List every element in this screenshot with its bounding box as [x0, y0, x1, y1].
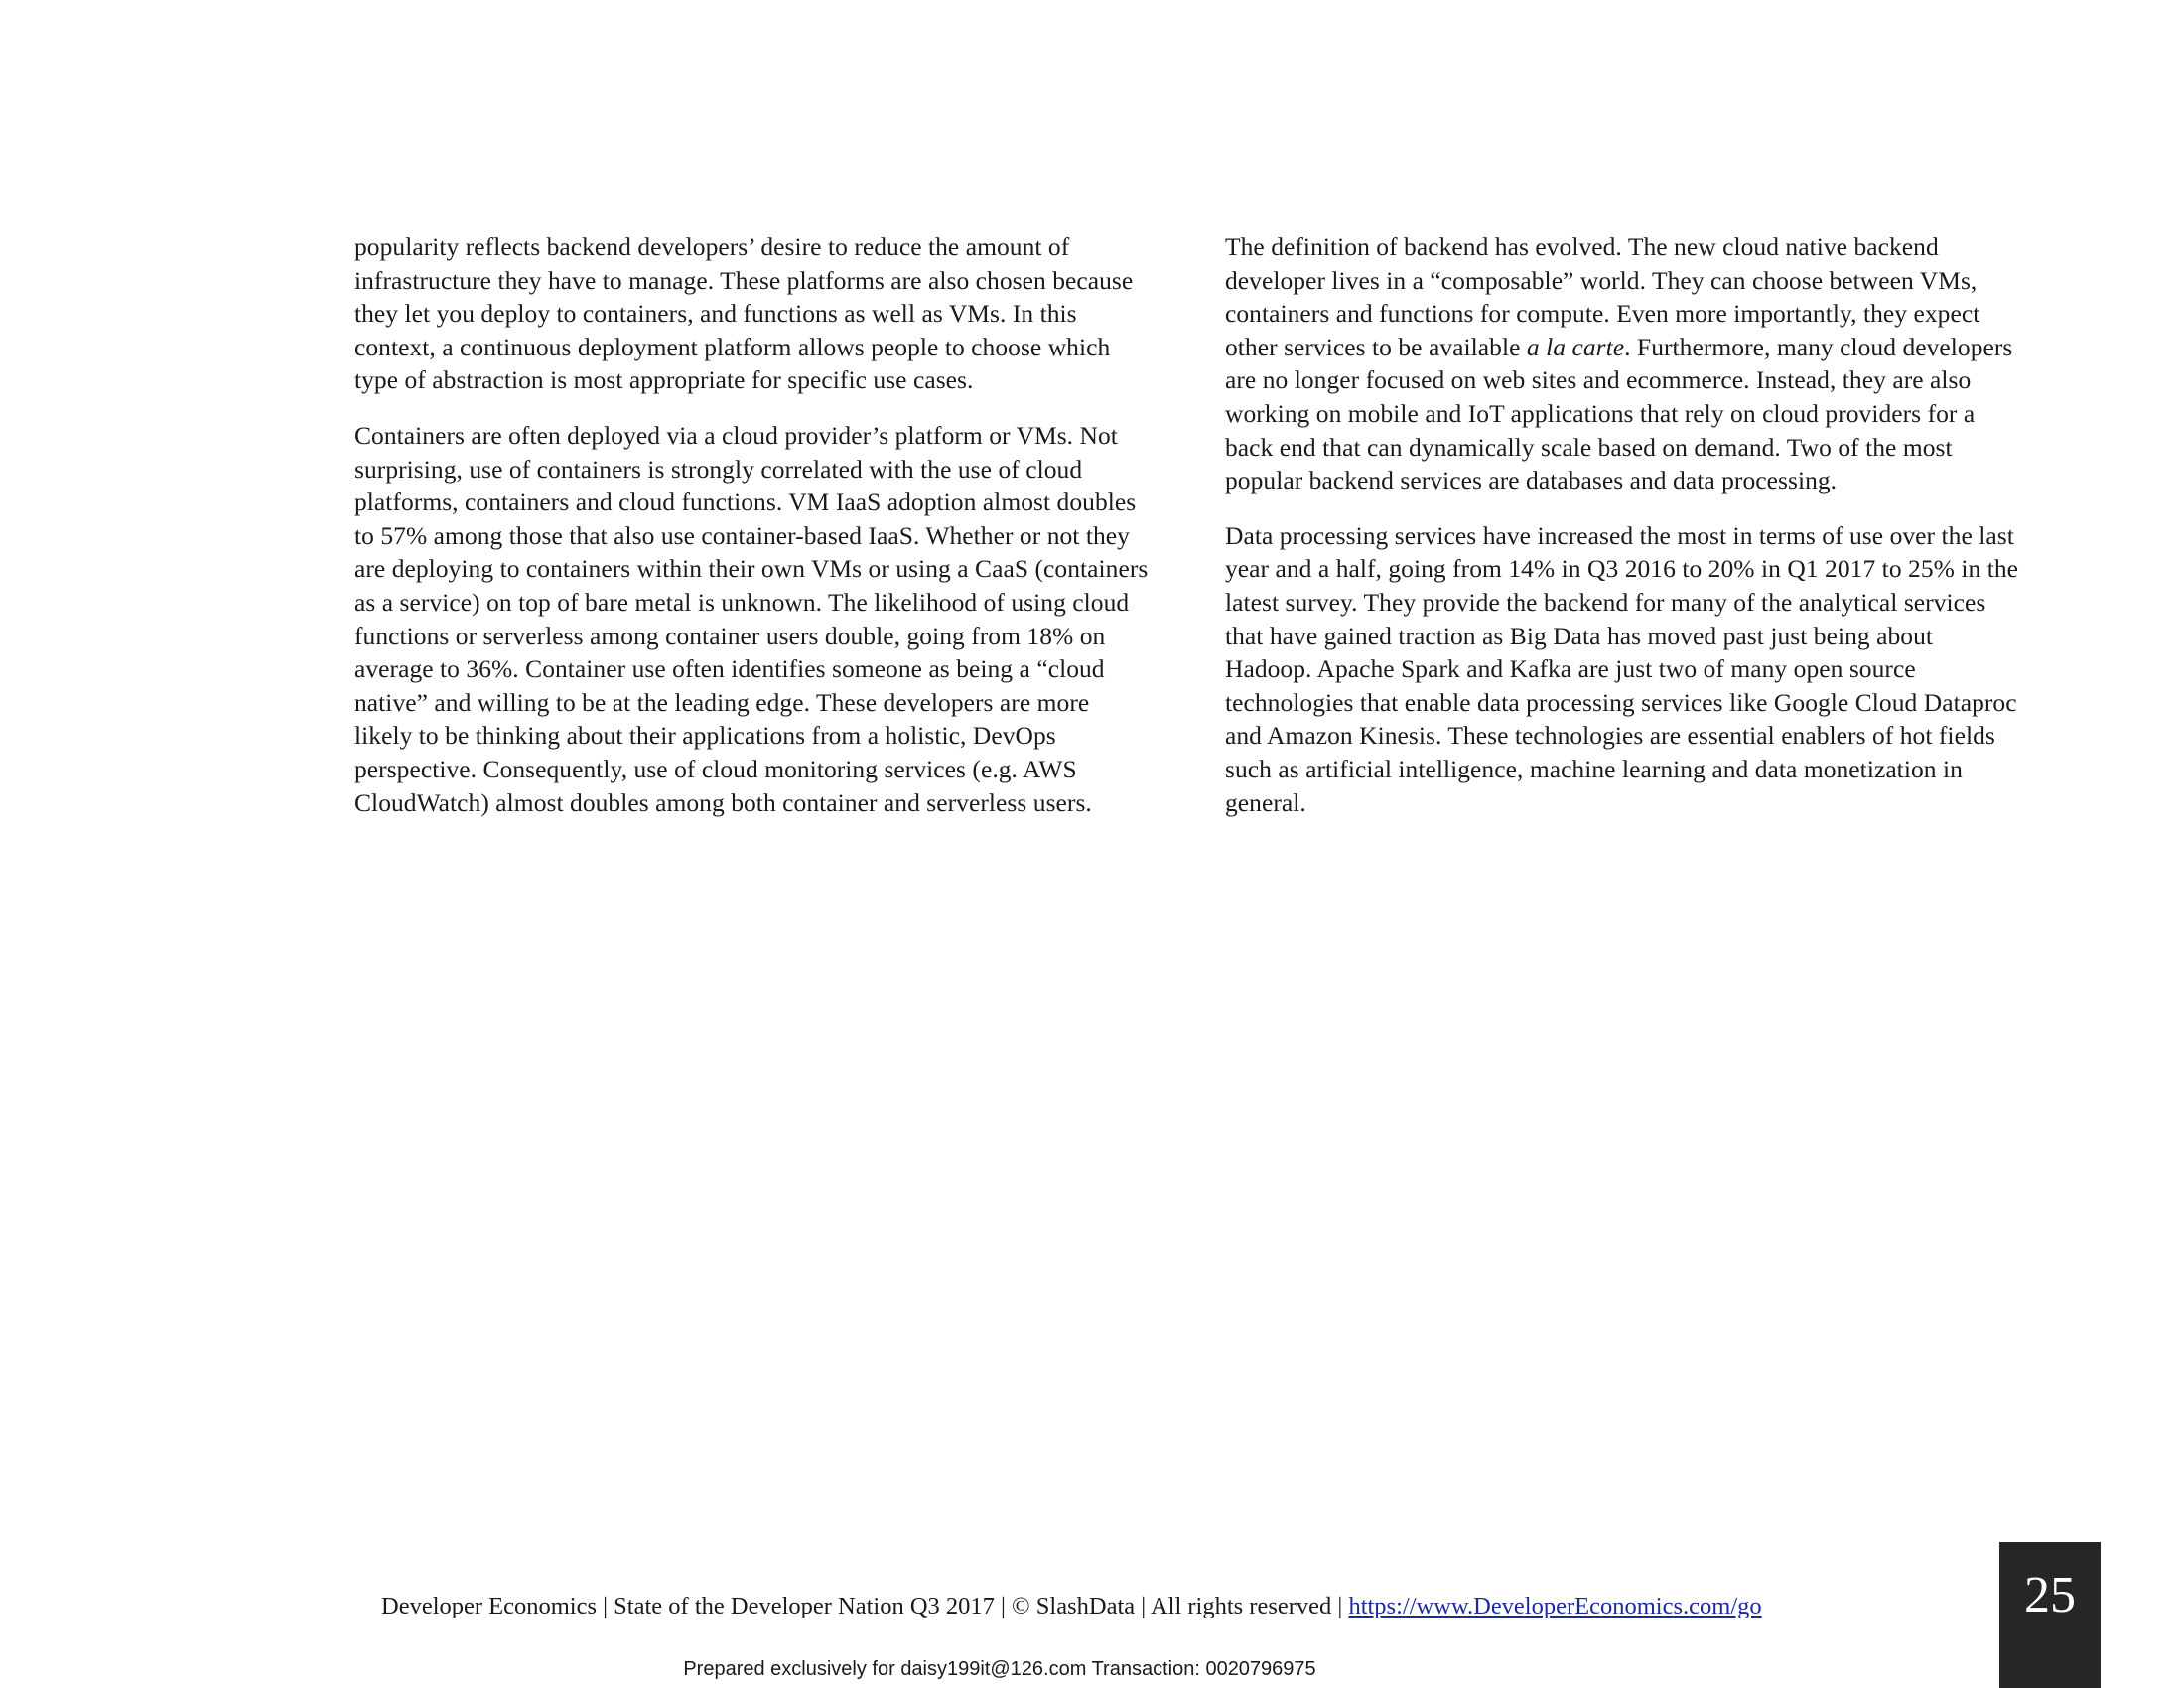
- right-paragraph-2: Data processing services have increased the most in terms of use over the last year and a half, going from 14% in Q3 2016 to 20% in Q1 2017 to 25% in the latest survey. They provide the backend for many of the analytical services that have gained traction as Big Data has moved past just being about Hadoop. Apache Spark and Kafka are just two of many open source technologies that enable data processing services like Google Cloud Dataproc and Amazon Kinesis. These technologies are essential enablers of hot fields such as artificial intelligence, machine learning and data monetization in general.: [1225, 520, 2019, 817]
- left-paragraph-2: Containers are often deployed via a cloud provider’s platform or VMs. Not surprising, use of containers is strongly correlated with the use of cloud platforms, containers and cloud functions. VM IaaS adoption almost doubles to 57% among those that also use container-based IaaS. Whether or not they are deploying to containers within their own VMs or using a CaaS (containers as a service) on top of bare metal is unknown. The likelihood of using cloud functions or serverless among container users double, going from 18% on average to 36%. Container use often identifies someone as being a “cloud native” and willing to be at the leading edge. These developers are more likely to be thinking about their applications from a holistic, DevOps perspective. Consequently, use of cloud monitoring services (e.g. AWS CloudWatch) almost doubles among both container and serverless users.: [354, 420, 1149, 817]
- right-text-column: [1225, 230, 2019, 841]
- page-footer: [381, 1593, 1762, 1620]
- right-paragraph-1-end: . Furthermore, many cloud developers are no longer focused on web sites and ecommerce. Instead, they are also working on mobile and IoT applications that rely on cloud providers for a back end that can dynamically scale based on demand. Two of the most popular backend services are databases and data processing.: [1225, 332, 2013, 495]
- watermark-text: Prepared exclusively for daisy199it@126.com Transaction: 0020796975: [683, 1658, 1316, 1680]
- footer-text: Developer Economics | State of the Developer Nation Q3 2017 | © SlashData | All rights reserved |: [381, 1593, 1349, 1619]
- right-paragraph-1-start: The definition of backend has evolved. The new cloud native backend developer lives in a “composable” world. They can choose between VMs, containers and functions for compute. Even more importantly, they expect other services to be available: [1225, 232, 1980, 361]
- page-number: 25: [2024, 1567, 2076, 1623]
- right-paragraph-1: [1225, 230, 2019, 497]
- footer-link[interactable]: https://www.DeveloperEconomics.com/go: [1348, 1593, 1762, 1619]
- page-number-badge: [1999, 1542, 2101, 1688]
- right-paragraph-1-italic: a la carte: [1526, 332, 1625, 361]
- left-paragraph-1: popularity reflects backend developers’ desire to reduce the amount of infrastructure they have to manage. These platforms are also chosen because they let you deploy to containers, and functions as well as VMs. In this context, a continuous deployment platform allows people to choose which type of abstraction is most appropriate for specific use cases.: [354, 232, 1134, 395]
- left-text-column: [354, 230, 1149, 841]
